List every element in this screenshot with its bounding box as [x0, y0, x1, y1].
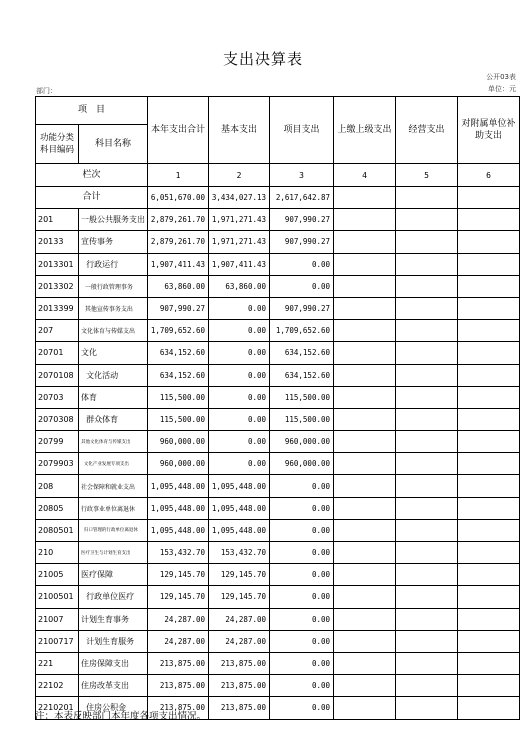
amount-total: 960,000.00: [148, 431, 209, 453]
amount-basic: 1,095,448.00: [209, 519, 270, 541]
amount-subsidiary: [458, 386, 520, 408]
table-row: [36, 675, 520, 697]
amount-basic: 24,287.00: [209, 608, 270, 630]
subject-code: 22102: [36, 675, 79, 697]
subject-name: 一般行政管理事务: [79, 275, 148, 297]
amount-subsidiary: [458, 542, 520, 564]
amount-operating: [396, 519, 458, 541]
amount-upper: [334, 564, 396, 586]
summary-basic: 3,434,027.13: [209, 187, 270, 209]
amount-operating: [396, 386, 458, 408]
amount-basic: 0.00: [209, 453, 270, 475]
amount-subsidiary: [458, 652, 520, 674]
subject-code: 210: [36, 542, 79, 564]
subject-code: 20701: [36, 342, 79, 364]
amount-total: 129,145.70: [148, 564, 209, 586]
amount-upper: [334, 297, 396, 319]
header-upper: 上缴上级支出: [334, 97, 396, 164]
amount-operating: [396, 431, 458, 453]
amount-operating: [396, 652, 458, 674]
amount-basic: 1,907,411.43: [209, 253, 270, 275]
subject-code: 2210201: [36, 697, 79, 719]
subject-code: 2100717: [36, 630, 79, 652]
amount-upper: [334, 209, 396, 231]
subject-code: 20703: [36, 386, 79, 408]
table-row: [36, 453, 520, 475]
amount-total: 634,152.60: [148, 364, 209, 386]
summary-total: 6,051,670.00: [148, 187, 209, 209]
amount-project: 115,500.00: [270, 386, 334, 408]
amount-operating: [396, 453, 458, 475]
subject-code: 2070308: [36, 408, 79, 430]
expenditure-table: [35, 96, 520, 720]
subject-name: 群众体育: [79, 408, 148, 430]
amount-upper: [334, 497, 396, 519]
amount-operating: [396, 608, 458, 630]
header-row-index: 栏次: [36, 164, 148, 187]
amount-project: 0.00: [270, 497, 334, 519]
subject-name: 计划生育服务: [79, 630, 148, 652]
amount-basic: 0.00: [209, 297, 270, 319]
table-row: [36, 497, 520, 519]
amount-project: 0.00: [270, 652, 334, 674]
amount-basic: 0.00: [209, 364, 270, 386]
subject-name: 一般公共服务支出: [79, 209, 148, 231]
amount-upper: [334, 697, 396, 719]
header-basic: 基本支出: [209, 97, 270, 164]
amount-project: 0.00: [270, 253, 334, 275]
col-index: 3: [270, 164, 334, 187]
header-subsidiary: 对附属单位补助支出: [458, 97, 520, 164]
header-project: 项目支出: [270, 97, 334, 164]
amount-basic: 1,095,448.00: [209, 497, 270, 519]
amount-basic: 129,145.70: [209, 564, 270, 586]
table-row: [36, 231, 520, 253]
amount-basic: 0.00: [209, 342, 270, 364]
amount-operating: [396, 630, 458, 652]
amount-operating: [396, 253, 458, 275]
amount-operating: [396, 364, 458, 386]
amount-project: 960,000.00: [270, 431, 334, 453]
col-index: 5: [396, 164, 458, 187]
col-index: 2: [209, 164, 270, 187]
amount-total: 1,095,448.00: [148, 519, 209, 541]
subject-name: 文化活动: [79, 364, 148, 386]
table-row: [36, 275, 520, 297]
amount-upper: [334, 475, 396, 497]
amount-upper: [334, 386, 396, 408]
amount-subsidiary: [458, 209, 520, 231]
amount-subsidiary: [458, 342, 520, 364]
subject-name: 归口管理的行政单位离退休: [79, 519, 148, 541]
header-func-code: 功能分类 科目编码: [36, 125, 79, 164]
amount-upper: [334, 630, 396, 652]
table-row: [36, 364, 520, 386]
amount-project: 907,990.27: [270, 231, 334, 253]
subject-name: 体育: [79, 386, 148, 408]
col-index: 1: [148, 164, 209, 187]
table-row: [36, 253, 520, 275]
amount-subsidiary: [458, 453, 520, 475]
amount-total: 213,875.00: [148, 697, 209, 719]
amount-total: 1,709,652.60: [148, 320, 209, 342]
amount-upper: [334, 431, 396, 453]
subject-code: 201: [36, 209, 79, 231]
subject-name: 医疗卫生与计划生育支出: [79, 542, 148, 564]
amount-operating: [396, 586, 458, 608]
amount-project: 907,990.27: [270, 297, 334, 319]
amount-project: 0.00: [270, 564, 334, 586]
amount-upper: [334, 453, 396, 475]
amount-project: 0.00: [270, 519, 334, 541]
amount-upper: [334, 364, 396, 386]
amount-total: 2,879,261.70: [148, 209, 209, 231]
amount-total: 129,145.70: [148, 586, 209, 608]
table-row: [36, 209, 520, 231]
amount-basic: 153,432.70: [209, 542, 270, 564]
amount-subsidiary: [458, 231, 520, 253]
dept-label: 部门：: [36, 87, 57, 95]
amount-basic: 213,875.00: [209, 675, 270, 697]
summary-project: 2,617,642.87: [270, 187, 334, 209]
subject-name: 医疗保障: [79, 564, 148, 586]
form-code: 公开03表: [486, 73, 516, 81]
summary-row: [36, 187, 520, 209]
amount-basic: 0.00: [209, 408, 270, 430]
amount-total: 153,432.70: [148, 542, 209, 564]
amount-operating: [396, 342, 458, 364]
table-row: [36, 297, 520, 319]
table-note: 注：本表反映部门本年度各项支出情况。: [35, 711, 207, 722]
amount-project: 634,152.60: [270, 364, 334, 386]
amount-operating: [396, 542, 458, 564]
amount-total: 960,000.00: [148, 453, 209, 475]
amount-total: 213,875.00: [148, 675, 209, 697]
unit-label: 单位：元: [488, 85, 516, 93]
amount-upper: [334, 253, 396, 275]
amount-subsidiary: [458, 630, 520, 652]
table-row: [36, 608, 520, 630]
amount-operating: [396, 564, 458, 586]
amount-upper: [334, 320, 396, 342]
amount-project: 0.00: [270, 608, 334, 630]
subject-code: 20799: [36, 431, 79, 453]
amount-project: 0.00: [270, 586, 334, 608]
summary-subsidiary: [458, 187, 520, 209]
subject-name: 住房保障支出: [79, 652, 148, 674]
amount-operating: [396, 475, 458, 497]
table-row: [36, 542, 520, 564]
amount-upper: [334, 675, 396, 697]
header-subject-name: 科目名称: [79, 125, 148, 164]
amount-operating: [396, 231, 458, 253]
amount-subsidiary: [458, 275, 520, 297]
subject-code: 221: [36, 652, 79, 674]
amount-subsidiary: [458, 297, 520, 319]
amount-basic: 213,875.00: [209, 652, 270, 674]
subject-name: 其他宣传事务支出: [79, 297, 148, 319]
table-row: [36, 564, 520, 586]
amount-subsidiary: [458, 408, 520, 430]
subject-code: 2079903: [36, 453, 79, 475]
summary-upper: [334, 187, 396, 209]
subject-code: 207: [36, 320, 79, 342]
amount-basic: 63,860.00: [209, 275, 270, 297]
subject-code: 20133: [36, 231, 79, 253]
amount-subsidiary: [458, 364, 520, 386]
amount-upper: [334, 652, 396, 674]
amount-total: 24,287.00: [148, 608, 209, 630]
amount-project: 0.00: [270, 675, 334, 697]
subject-name: 宣传事务: [79, 231, 148, 253]
amount-project: 907,990.27: [270, 209, 334, 231]
amount-total: 115,500.00: [148, 408, 209, 430]
amount-project: 0.00: [270, 275, 334, 297]
subject-code: 20805: [36, 497, 79, 519]
amount-subsidiary: [458, 697, 520, 719]
amount-project: 115,500.00: [270, 408, 334, 430]
amount-upper: [334, 342, 396, 364]
amount-subsidiary: [458, 320, 520, 342]
table-row: [36, 630, 520, 652]
amount-subsidiary: [458, 497, 520, 519]
amount-basic: 0.00: [209, 431, 270, 453]
amount-basic: 1,971,271.43: [209, 231, 270, 253]
amount-total: 1,907,411.43: [148, 253, 209, 275]
subject-code: 2080501: [36, 519, 79, 541]
subject-name: 文化体育与传媒支出: [79, 320, 148, 342]
amount-upper: [334, 542, 396, 564]
table-row: [36, 652, 520, 674]
col-index: 4: [334, 164, 396, 187]
amount-operating: [396, 320, 458, 342]
amount-total: 907,990.27: [148, 297, 209, 319]
subject-code: 2013302: [36, 275, 79, 297]
subject-code: 21007: [36, 608, 79, 630]
subject-code: 2013399: [36, 297, 79, 319]
amount-basic: 129,145.70: [209, 586, 270, 608]
subject-code: 2100501: [36, 586, 79, 608]
amount-project: 0.00: [270, 542, 334, 564]
amount-operating: [396, 697, 458, 719]
amount-basic: 213,875.00: [209, 697, 270, 719]
amount-subsidiary: [458, 475, 520, 497]
amount-basic: 0.00: [209, 386, 270, 408]
amount-subsidiary: [458, 675, 520, 697]
amount-subsidiary: [458, 564, 520, 586]
amount-basic: 0.00: [209, 320, 270, 342]
amount-total: 2,879,261.70: [148, 231, 209, 253]
subject-name: 住房改革支出: [79, 675, 148, 697]
subject-name: 文化: [79, 342, 148, 364]
amount-project: 634,152.60: [270, 342, 334, 364]
amount-basic: 1,971,271.43: [209, 209, 270, 231]
amount-project: 0.00: [270, 630, 334, 652]
page-title: 支出决算表: [222, 50, 303, 68]
amount-operating: [396, 497, 458, 519]
subject-name: 住房公积金: [79, 697, 148, 719]
summary-label: 合计: [36, 187, 148, 209]
amount-upper: [334, 231, 396, 253]
amount-project: 0.00: [270, 697, 334, 719]
amount-total: 213,875.00: [148, 652, 209, 674]
table-row: [36, 431, 520, 453]
amount-operating: [396, 209, 458, 231]
subject-name: 行政运行: [79, 253, 148, 275]
table-row: [36, 519, 520, 541]
amount-operating: [396, 675, 458, 697]
subject-name: 社会保障和就业支出: [79, 475, 148, 497]
amount-upper: [334, 519, 396, 541]
subject-code: 208: [36, 475, 79, 497]
amount-project: 1,709,652.60: [270, 320, 334, 342]
summary-operating: [396, 187, 458, 209]
amount-subsidiary: [458, 586, 520, 608]
subject-name: 行政单位医疗: [79, 586, 148, 608]
subject-code: 2070108: [36, 364, 79, 386]
amount-total: 1,095,448.00: [148, 475, 209, 497]
amount-upper: [334, 608, 396, 630]
amount-operating: [396, 408, 458, 430]
subject-code: 2013301: [36, 253, 79, 275]
amount-subsidiary: [458, 519, 520, 541]
amount-upper: [334, 586, 396, 608]
amount-total: 63,860.00: [148, 275, 209, 297]
amount-total: 1,095,448.00: [148, 497, 209, 519]
table-row: [36, 408, 520, 430]
amount-total: 634,152.60: [148, 342, 209, 364]
amount-project: 960,000.00: [270, 453, 334, 475]
amount-upper: [334, 275, 396, 297]
header-item: 项 目: [36, 97, 148, 125]
amount-subsidiary: [458, 431, 520, 453]
subject-name: 文化产业发展专项支出: [79, 453, 148, 475]
amount-subsidiary: [458, 608, 520, 630]
header-operating: 经营支出: [396, 97, 458, 164]
subject-name: 行政事业单位离退休: [79, 497, 148, 519]
table-row: [36, 475, 520, 497]
col-index: 6: [458, 164, 520, 187]
subject-name: 计划生育事务: [79, 608, 148, 630]
subject-code: 21005: [36, 564, 79, 586]
amount-total: 24,287.00: [148, 630, 209, 652]
amount-operating: [396, 297, 458, 319]
amount-subsidiary: [458, 253, 520, 275]
table-row: [36, 342, 520, 364]
subject-name: 其他文化体育与传媒支出: [79, 431, 148, 453]
table-row: [36, 320, 520, 342]
table-row: [36, 586, 520, 608]
header-total: 本年支出合计: [148, 97, 209, 164]
table-row: [36, 386, 520, 408]
amount-basic: 24,287.00: [209, 630, 270, 652]
amount-project: 0.00: [270, 475, 334, 497]
amount-operating: [396, 275, 458, 297]
amount-upper: [334, 408, 396, 430]
amount-total: 115,500.00: [148, 386, 209, 408]
amount-basic: 1,095,448.00: [209, 475, 270, 497]
